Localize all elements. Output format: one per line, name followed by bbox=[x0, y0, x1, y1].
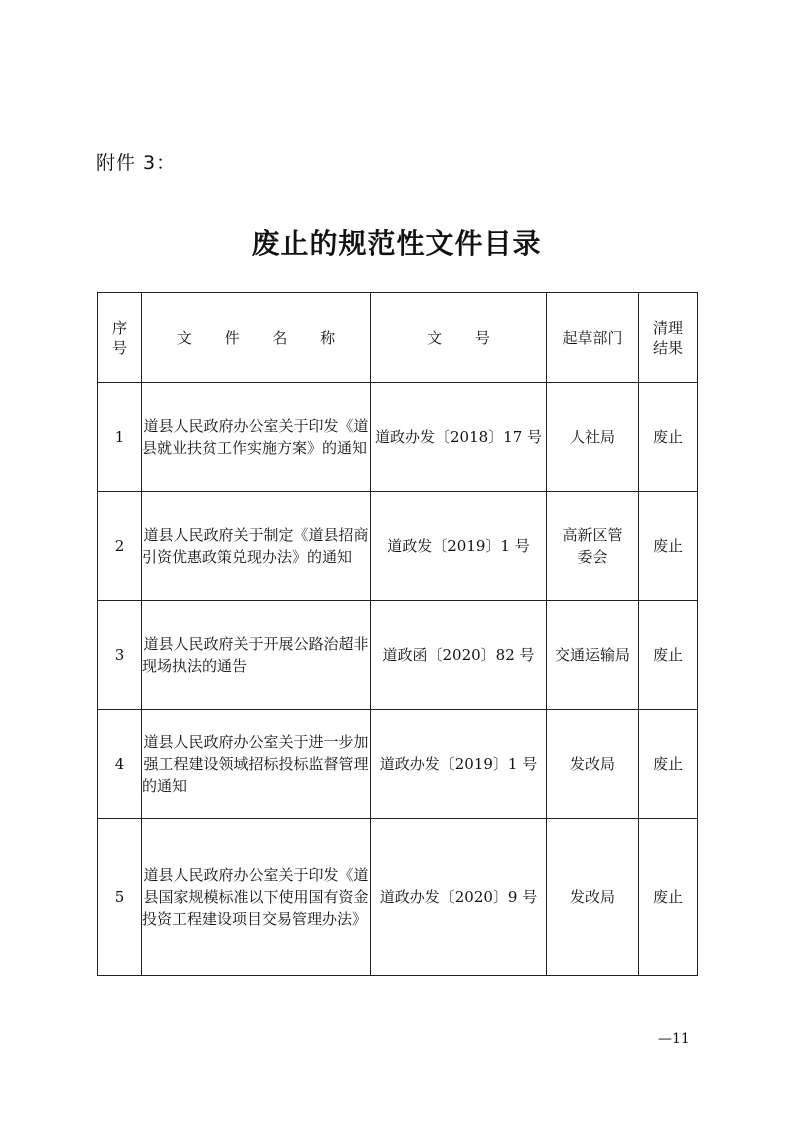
row-doc-no: 道政办发〔2020〕9 号 bbox=[371, 819, 547, 976]
row-name: 道县人民政府办公室关于印发《道县国家规模标准以下使用国有资金投资工程建设项目交易管理办法》 bbox=[142, 819, 371, 976]
table-row bbox=[98, 710, 698, 819]
table-row bbox=[98, 383, 698, 492]
row-seq: 1 bbox=[98, 383, 142, 492]
header-result bbox=[639, 293, 698, 383]
header-name-label: 文 件 名 称 bbox=[176, 328, 350, 347]
header-result-line1: 清理 bbox=[652, 318, 683, 337]
header-seq-line1: 序 bbox=[111, 318, 127, 337]
page-number: —11 bbox=[658, 1031, 690, 1047]
header-result-line2: 结果 bbox=[652, 338, 683, 357]
document-table bbox=[97, 292, 698, 976]
row-doc-no: 道政发〔2019〕1 号 bbox=[371, 492, 547, 601]
row-result: 废止 bbox=[639, 819, 698, 976]
row-name: 道县人民政府关于制定《道县招商引资优惠政策兑现办法》的通知 bbox=[142, 492, 371, 601]
row-seq: 3 bbox=[98, 601, 142, 710]
header-doc-no-label: 文 号 bbox=[427, 328, 504, 347]
row-seq: 2 bbox=[98, 492, 142, 601]
header-doc-no bbox=[371, 293, 547, 383]
attachment-label: 附件 3： bbox=[96, 152, 177, 174]
row-seq: 5 bbox=[98, 819, 142, 976]
row-dept: 交通运输局 bbox=[547, 601, 639, 710]
header-seq-line2: 号 bbox=[111, 338, 127, 357]
page-title: 废止的规范性文件目录 bbox=[251, 227, 542, 260]
row-seq: 4 bbox=[98, 710, 142, 819]
row-result: 废止 bbox=[639, 492, 698, 601]
table-row bbox=[98, 492, 698, 601]
table-header-row bbox=[98, 293, 698, 383]
row-name: 道县人民政府办公室关于进一步加强工程建设领域招标投标监督管理的通知 bbox=[142, 710, 371, 819]
row-result: 废止 bbox=[639, 601, 698, 710]
header-name bbox=[142, 293, 371, 383]
table-row bbox=[98, 819, 698, 976]
header-seq bbox=[98, 293, 142, 383]
row-name: 道县人民政府关于开展公路治超非现场执法的通告 bbox=[142, 601, 371, 710]
row-dept-text: 高新区管委会 bbox=[562, 526, 623, 566]
table-row bbox=[98, 601, 698, 710]
row-dept bbox=[547, 492, 639, 601]
row-doc-no: 道政函〔2020〕82 号 bbox=[371, 601, 547, 710]
row-dept: 人社局 bbox=[547, 383, 639, 492]
row-result: 废止 bbox=[639, 383, 698, 492]
row-name: 道县人民政府办公室关于印发《道县就业扶贫工作实施方案》的通知 bbox=[142, 383, 371, 492]
row-doc-no: 道政办发〔2018〕17 号 bbox=[371, 383, 547, 492]
header-dept: 起草部门 bbox=[547, 293, 639, 383]
row-doc-no: 道政办发〔2019〕1 号 bbox=[371, 710, 547, 819]
row-dept: 发改局 bbox=[547, 819, 639, 976]
row-dept: 发改局 bbox=[547, 710, 639, 819]
row-result: 废止 bbox=[639, 710, 698, 819]
